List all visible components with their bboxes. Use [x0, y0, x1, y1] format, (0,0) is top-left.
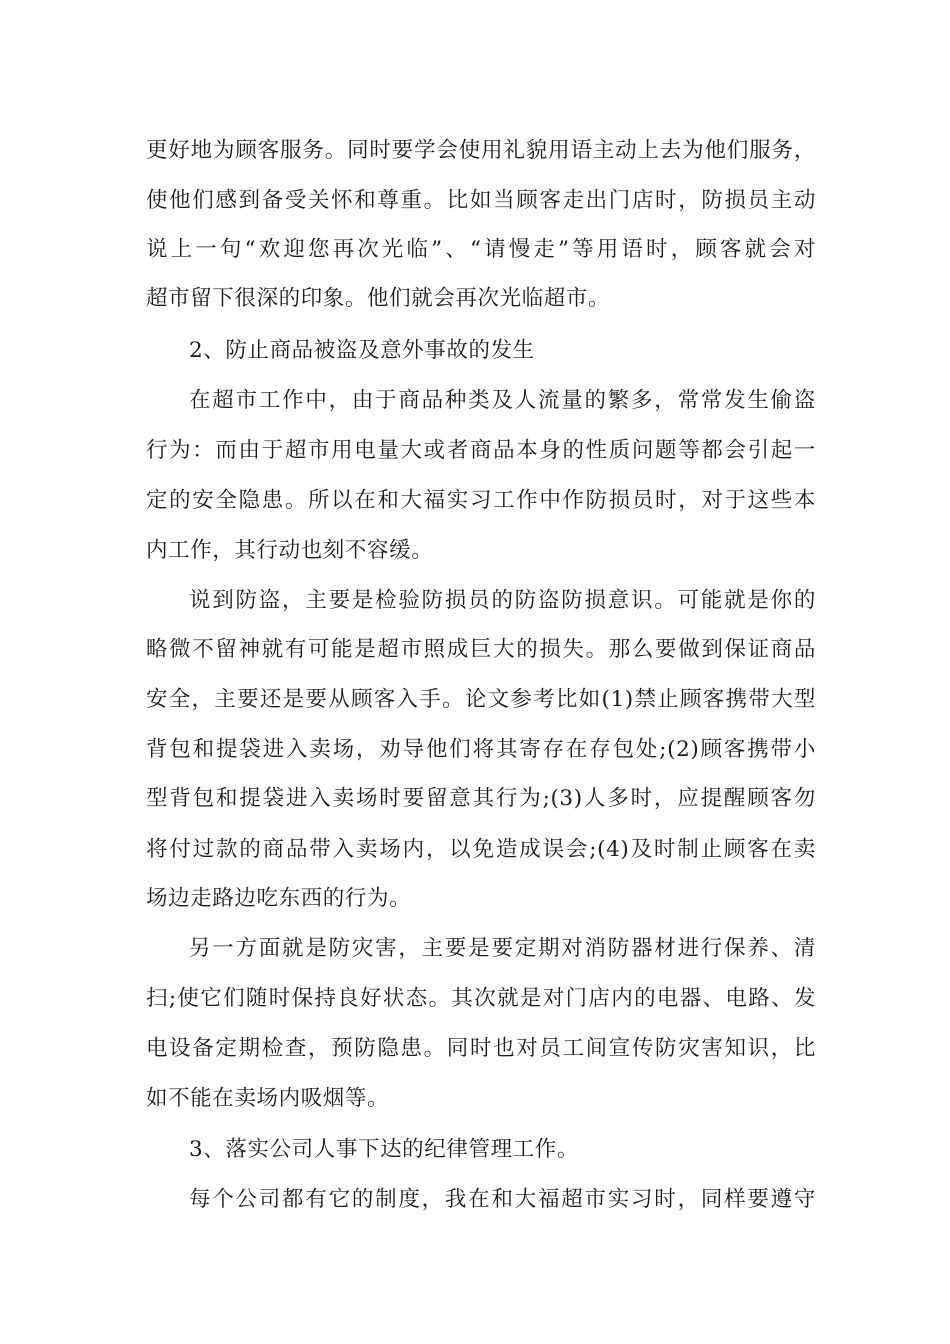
paragraph-line: 安全，主要还是要从顾客入手。论文参考比如(1)禁止顾客携带大型: [146, 687, 816, 712]
paragraph-line: 在超市工作中，由于商品种类及人流量的繁多，常常发生偷盗: [189, 388, 816, 413]
paragraph-line: 将付过款的商品带入卖场内，以免造成误会;(4)及时制止顾客在卖: [146, 837, 816, 862]
paragraph-line: 更好地为顾客服务。同时要学会使用礼貌用语主动上去为他们服务，: [146, 138, 816, 163]
paragraph-line: 说上一句“欢迎您再次光临”、“请慢走”等用语时，顾客就会对: [146, 237, 816, 262]
paragraph-line: 扫;使它们随时保持良好状态。其次就是对门店内的电器、电路、发: [146, 986, 816, 1011]
paragraph-line: 电设备定期检查，预防隐患。同时也对员工间宣传防灾害知识，比: [146, 1036, 816, 1061]
paragraph-line: 场边走路边吃东西的行为。: [146, 886, 412, 911]
paragraph-line: 定的安全隐患。所以在和大福实习工作中作防损员时，对于这些本: [146, 488, 816, 513]
paragraph-line: 行为：而由于超市用电量大或者商品本身的性质问题等都会引起一: [146, 438, 816, 463]
paragraph-line: 使他们感到备受关怀和尊重。比如当顾客走出门店时，防损员主动: [146, 188, 816, 213]
paragraph-line: 超市留下很深的印象。他们就会再次光临超市。: [146, 286, 611, 311]
paragraph-line: 背包和提袋进入卖场，劝导他们将其寄存在存包处;(2)顾客携带小: [146, 737, 816, 762]
paragraph-line: 内工作，其行动也刻不容缓。: [146, 538, 434, 563]
section-heading: 3、落实公司人事下达的纪律管理工作。: [189, 1137, 579, 1162]
paragraph-line: 型背包和提袋进入卖场时要留意其行为;(3)人多时，应提醒顾客勿: [146, 786, 816, 811]
paragraph-line: 另一方面就是防灾害，主要是要定期对消防器材进行保养、清: [189, 936, 816, 961]
paragraph-line: 每个公司都有它的制度，我在和大福超市实习时，同样要遵守: [189, 1187, 816, 1212]
paragraph-line: 如不能在卖场内吸烟等。: [146, 1086, 390, 1111]
paragraph-line: 说到防盗，主要是检验防损员的防盗防损意识。可能就是你的: [189, 588, 816, 613]
paragraph-line: 略微不留神就有可能是超市照成巨大的损失。那么要做到保证商品: [146, 637, 816, 662]
section-heading: 2、防止商品被盗及意外事故的发生: [189, 338, 535, 363]
